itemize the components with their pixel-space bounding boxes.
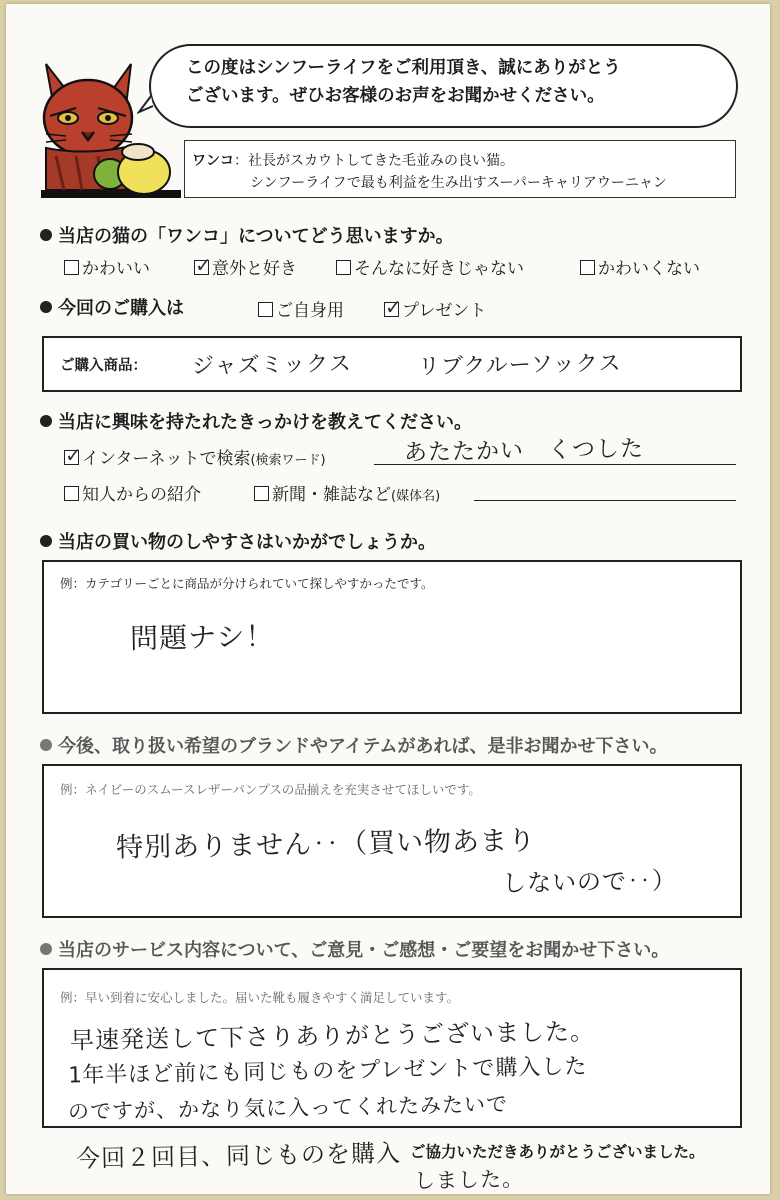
- product-label: ご購入商品：: [60, 358, 147, 374]
- option-igai-to-suki[interactable]: [194, 254, 297, 279]
- checkbox-checked[interactable]: [194, 260, 209, 275]
- example-ease: 例：カテゴリーごとに商品が分けられていて探しやすかったです。: [60, 576, 434, 591]
- option-sublabel: (媒体名): [391, 489, 441, 504]
- question-ease-of-shopping-text: 当店の買い物のしやすさはいかがでしょうか。: [58, 532, 436, 553]
- question-service-feedback-text: 当店のサービス内容について、ご意見・ご感想・ご要望をお聞かせ下さい。: [58, 940, 670, 961]
- greeting-line-1: この度はシンフーライフをご利用頂き、誠にありがとう: [186, 58, 621, 78]
- option-label: かわいい: [82, 259, 150, 279]
- checkbox[interactable]: [64, 260, 79, 275]
- checkbox[interactable]: [580, 260, 595, 275]
- option-sonnani-suki-janai[interactable]: [336, 254, 524, 279]
- answer-service-line-1: 早速発送して下さりありがとうございました。: [69, 1017, 596, 1055]
- checkbox[interactable]: [254, 486, 269, 501]
- question-ease-of-shopping: [40, 528, 436, 554]
- answer-brand-line-2: しないので‥）: [501, 866, 678, 898]
- answer-service-line-5: しました。: [413, 1167, 525, 1193]
- option-present[interactable]: [384, 296, 486, 321]
- question-cat-opinion: [40, 222, 454, 248]
- option-label: 知人からの紹介: [82, 485, 201, 505]
- checkbox-checked[interactable]: [64, 450, 79, 465]
- option-label: ご自身用: [276, 301, 344, 321]
- option-label: プレゼント: [402, 301, 487, 321]
- option-newspaper-magazine[interactable]: [254, 480, 440, 505]
- checkbox[interactable]: [64, 486, 79, 501]
- footer-thanks: ご協力いただきありがとうございました。: [410, 1143, 705, 1161]
- example-service: 例：早い到着に安心しました。届いた靴も履きやすく満足しています。: [60, 990, 460, 1005]
- bubble-tail-icon: [137, 94, 157, 116]
- bullet-icon: [40, 301, 52, 313]
- bullet-icon: [40, 229, 52, 241]
- product-value-2: リブクルーソックス: [417, 351, 622, 380]
- media-name-line: [474, 500, 736, 501]
- answer-service-line-4: 今回２回目、同じものを購入: [75, 1139, 402, 1173]
- option-label: かわいくない: [598, 259, 700, 279]
- bullet-icon: [40, 739, 52, 751]
- question-cat-opinion-text: 当店の猫の「ワンコ」についてどう思いますか。: [58, 226, 454, 247]
- wanko-desc-1: ：社長がスカウトしてきた毛並みの良い猫。: [234, 153, 514, 169]
- option-label: 意外と好き: [212, 259, 297, 279]
- question-service-feedback: [40, 936, 669, 962]
- greeting-line-2: ございます。ぜひお客様のお声をお聞かせください。: [186, 86, 605, 106]
- product-value-1: ジャズミックス: [191, 351, 353, 380]
- bullet-icon: [40, 535, 52, 547]
- question-purchase-purpose: [40, 294, 184, 320]
- option-label: そんなに好きじゃない: [354, 259, 524, 279]
- option-internet-search[interactable]: [64, 444, 326, 469]
- question-brand-request-text: 今後、取り扱い希望のブランドやアイテムがあれば、是非お聞かせ下さい。: [58, 736, 668, 757]
- option-sublabel: (検索ワード): [250, 453, 326, 468]
- answer-service-line-3: のですが、かなり気に入ってくれたみたいで: [67, 1092, 509, 1124]
- option-self-use[interactable]: [258, 296, 344, 321]
- question-interest-reason: [40, 408, 472, 434]
- question-purchase-purpose-text: 今回のご購入は: [58, 298, 184, 319]
- question-brand-request: [40, 732, 667, 758]
- bullet-icon: [40, 943, 52, 955]
- option-friend-referral[interactable]: [64, 480, 201, 505]
- example-brand: 例：ネイビーのスムースレザーパンプスの品揃えを充実させてほしいです。: [60, 782, 481, 797]
- answer-service-line-2: 1年半ほど前にも同じものをプレゼントで購入した: [67, 1054, 588, 1089]
- question-interest-reason-text: 当店に興味を持たれたきっかけを教えてください。: [58, 412, 472, 433]
- wanko-description-line-1: [192, 150, 514, 170]
- option-kawaikunai[interactable]: [580, 254, 700, 279]
- wanko-label: ワンコ: [192, 153, 234, 169]
- bullet-icon: [40, 415, 52, 427]
- option-label: 新聞・雑誌など: [272, 485, 391, 505]
- wanko-description-line-2: シンフーライフで最も利益を生み出すスーパーキャリアウーニャン: [250, 175, 667, 191]
- product-box: [42, 336, 742, 392]
- option-label: インターネットで検索: [82, 449, 251, 469]
- checkbox[interactable]: [336, 260, 351, 275]
- checkbox-checked[interactable]: [384, 302, 399, 317]
- search-word-answer[interactable]: あたたかい くつした: [403, 435, 645, 467]
- survey-card: [6, 4, 770, 1194]
- option-kawaii[interactable]: [64, 254, 150, 279]
- checkbox[interactable]: [258, 302, 273, 317]
- answer-brand-line-1: 特別ありません‥（買い物あまり: [115, 825, 537, 864]
- answer-ease: 問題ナシ！: [129, 619, 275, 656]
